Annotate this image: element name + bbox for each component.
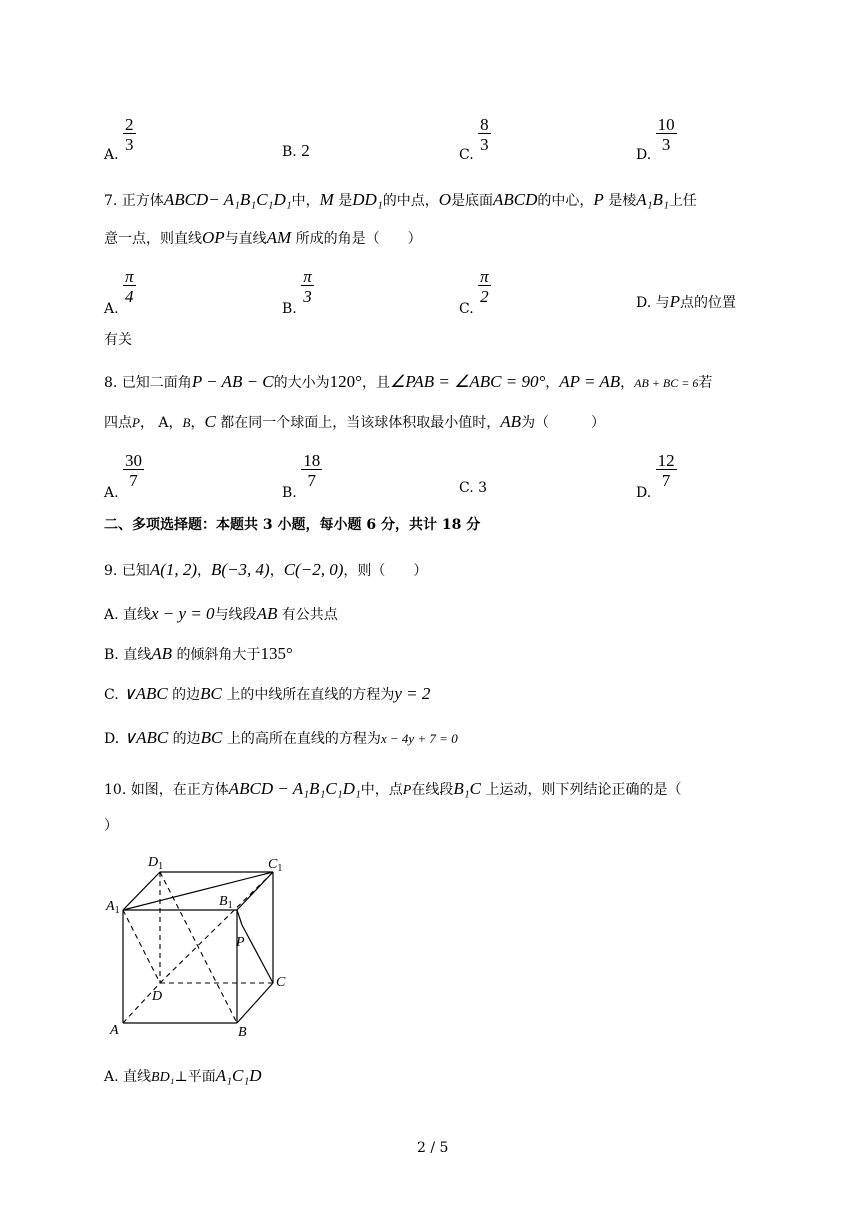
seg-B1-P	[237, 910, 242, 925]
label-A1: $A_1$	[106, 899, 120, 916]
fraction: $\frac{8}{3}$	[480, 115, 489, 154]
diag-A1-D	[123, 910, 160, 983]
q7-option-c: C. $\frac{\pi}{2}$	[459, 267, 489, 317]
edge-A1-D1	[123, 872, 160, 910]
label-P: P	[236, 935, 245, 950]
option-label: D.	[636, 146, 652, 163]
q8-option-a: A. $\frac{30}{7}$	[104, 451, 143, 501]
q7-option-d-cont: 有关	[104, 332, 132, 348]
q8-option-b: B. $\frac{18}{7}$	[282, 451, 321, 501]
q8-stem-line2: 四点P， A，B，C 都在同一个球面上，当该球体积取最小值时，AB为（ ）	[104, 412, 606, 431]
section-heading: 二、多项选择题：本题共 3 小题，每小题 6 分，共计 18 分	[104, 517, 481, 533]
q9-option-d: D. ∨ABC 的边BC 上的高所在直线的方程为x − 4y + 7 = 0	[104, 728, 458, 747]
fraction: $\frac{2}{3}$	[125, 115, 134, 154]
label-B: B	[238, 1025, 247, 1040]
label-B1: $B_1$	[219, 894, 233, 911]
edge-B1-C1	[237, 872, 273, 910]
diag-D-C1	[160, 872, 273, 983]
q6-option-c	[459, 115, 491, 163]
label-C: C	[276, 975, 286, 990]
label-A: A	[110, 1023, 119, 1038]
q8-stem-line1: 8. 已知二面角P − AB − C的大小为120°，且∠PAB = ∠ABC = 90°，AP = AB，AB + BC = 6若	[104, 372, 713, 391]
q7-option-a: A. $\frac{\pi}{4}$	[104, 267, 134, 317]
q10-option-a: A. 直线BD₁⊥平面A₁C₁D	[104, 1066, 262, 1085]
seg-P-C	[242, 925, 273, 983]
q6-option-d	[636, 115, 677, 163]
edge-B-C	[237, 983, 273, 1023]
page-number: 2 / 5	[417, 1140, 449, 1156]
q6-option-b: B. 2	[282, 141, 310, 160]
q8-option-c: C. 3	[459, 480, 488, 496]
q9-option-b: B. 直线AB 的倾斜角大于135°	[104, 644, 293, 663]
q10-stem-line2: ）	[104, 818, 118, 834]
q7-stem-line1: 7. 正方体ABCD− A₁B₁C₁D₁中，M 是DD₁的中点，O是底面ABCD的中心，P 是棱A₁B₁上任	[104, 190, 697, 209]
q9-option-a: A. 直线x − y = 0与线段AB 有公共点	[104, 604, 338, 623]
q9-option-c: C. ∨ABC 的边BC 上的中线所在直线的方程为y = 2	[104, 684, 431, 703]
label-D: D	[152, 989, 163, 1004]
q10-stem-line1: 10. 如图，在正方体ABCD − A₁B₁C₁D₁中，点P在线段B₁C 上运动，则下列结论正确的是（	[104, 779, 682, 798]
q8-option-d: D. $\frac{12}{7}$	[636, 451, 675, 501]
q7-option-d: D. 与P点的位置	[636, 292, 737, 311]
fraction: $\frac{10}{3}$	[657, 115, 675, 154]
q6-option-a	[104, 115, 136, 163]
q9-stem: 9. 已知A(1, 2)，B(−3, 4)，C(−2, 0)，则（ ）	[104, 560, 428, 579]
diag-A1-C1	[123, 872, 273, 910]
option-label: C.	[459, 146, 474, 163]
cube-figure	[100, 850, 300, 1040]
option-label: A.	[104, 146, 119, 163]
q7-stem-line2: 意一点，则直线OP与直线AM 所成的角是（ ）	[104, 228, 422, 247]
q7-option-b: B. $\frac{\pi}{3}$	[282, 267, 312, 317]
label-D1: $D_1$	[148, 855, 164, 872]
label-C1: $C_1$	[268, 857, 283, 874]
option-label: B.	[282, 144, 297, 160]
